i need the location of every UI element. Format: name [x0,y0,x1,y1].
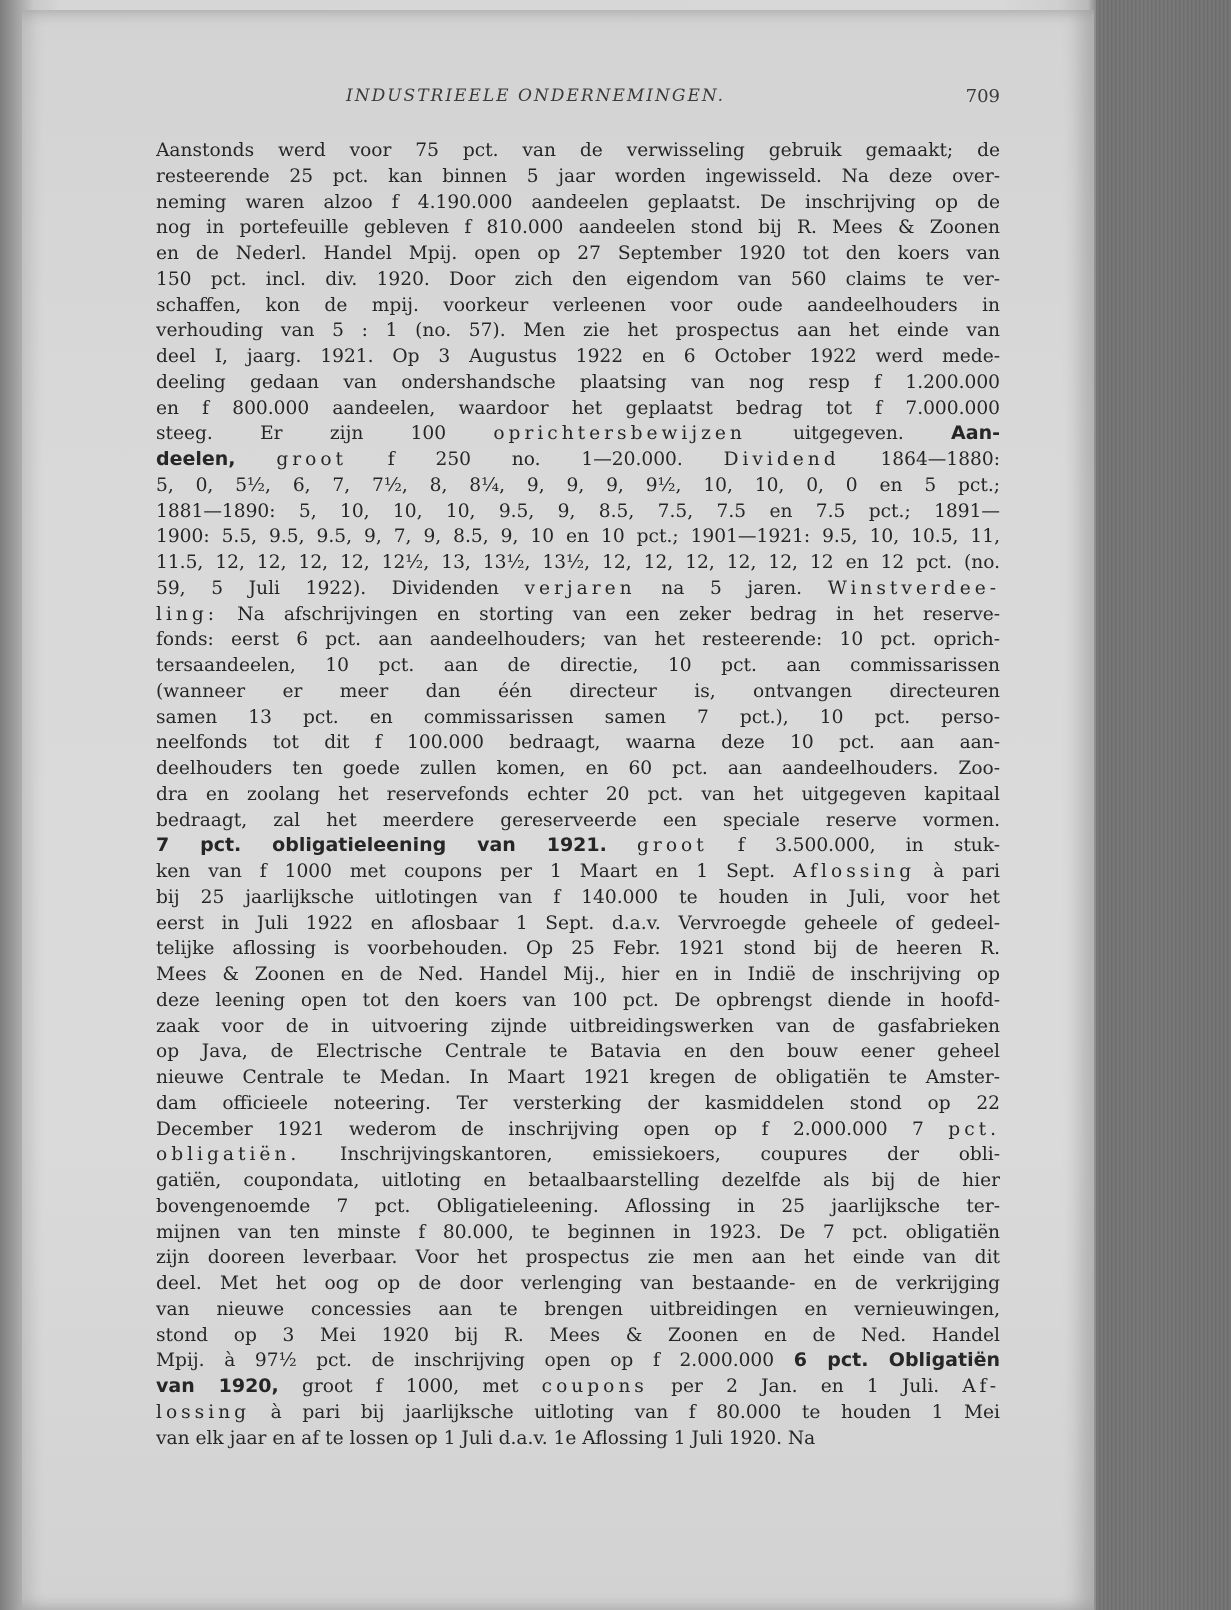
text-run: f 250 no. 1—20.000. [347,449,724,470]
bold-heading: Aan- [951,422,1000,445]
text-line [156,524,1000,550]
text-line [156,318,1000,344]
spaced-term: groot [637,835,708,857]
text-run: deel I, jaarg. 1921. Op 3 Augustus 1922 en 6 October 1922 werd mede- [156,346,1000,367]
text-run: Mees & Zoonen en de Ned. Handel Mij., hier en in Indië de inschrijving op [156,964,1000,985]
text-line [156,447,1000,473]
spaced-term: obligatiën. [156,1144,301,1166]
text-run: mijnen van ten minste f 80.000, te beginnen in 1923. De 7 pct. obligatiën [156,1221,1000,1243]
text-line [156,1271,1000,1297]
text-line [156,370,1000,396]
text-run: stond op 3 Mei 1920 bij R. Mees & Zoonen en de Ned. Handel [156,1324,1000,1346]
text-run: resteerende 25 pct. kan binnen 5 jaar worden ingewisseld. Na deze over- [156,165,1000,187]
text-line [156,627,1000,653]
text-run: December 1921 wederom de inschrijving open op f 2.000.000 7 [156,1118,949,1140]
text-line [156,859,1000,885]
text-run [236,449,277,470]
bold-heading: deelen, [156,448,236,470]
text-line [156,1014,1000,1040]
text-run: samen 13 pct. en commissarissen samen 7 pct.), 10 pct. perso- [156,706,1000,728]
text-line [156,215,1000,241]
text-run: dam officieele noteering. Ter versterking der kasmiddelen stond op 22 [156,1092,1000,1114]
text-line [156,885,1000,911]
text-line [156,808,1000,834]
text-line [156,344,1000,370]
spaced-term: Dividend [723,449,840,470]
text-line [156,1426,1000,1452]
text-line [156,499,1000,525]
text-line [156,1194,1000,1220]
text-line [156,988,1000,1014]
text-run: na 5 jaren. [635,577,828,599]
text-line [156,241,1000,267]
text-run: bij 25 jaarlijksche uitlotingen van f 140.000 te houden in Juli, voor het [156,886,1000,908]
book-page-edges [1096,0,1231,1610]
spaced-term: pct. [948,1118,1000,1140]
text-run: van nieuwe concessies aan te brengen uitbreidingen en vernieuwingen, [156,1298,1000,1320]
text-run: 150 pct. incl. div. 1920. Door zich den eigendom van 560 claims te ver- [156,268,1000,290]
text-run: dra en zoolang het reservefonds echter 20 pct. van het uitgegeven kapitaal [156,783,1000,805]
text-line [156,138,1000,164]
text-line [156,962,1000,988]
text-run: van elk jaar en af te lossen op 1 Juli d.a.v. 1e Aflossing 1 Juli 1920. Na [156,1427,816,1449]
text-line [156,1348,1000,1374]
text-line [156,1374,1000,1400]
text-run: à pari bij jaarlijksche uitloting van f 80.000 te houden 1 Mei [250,1401,1000,1423]
text-run: nieuwe Centrale te Medan. In Maart 1921 kregen de obligatiën te Amster- [156,1067,1000,1088]
text-run: Mpij. à 97½ pct. de inschrijving open op f 2.000.000 [156,1350,794,1372]
text-run: nog in portefeuille gebleven f 810.000 aandeelen stond bij R. Mees & Zoonen [156,217,1000,239]
text-run: 1900: 5.5, 9.5, 9.5, 9, 7, 9, 8.5, 9, 10 en 10 pct.; 1901—1921: 9.5, 10, 10.5, 11, [156,526,1000,548]
text-run: zaak voor de in uitvoering zijnde uitbreidingswerken van de gasfabrieken [156,1015,1000,1037]
text-run: 11.5, 12, 12, 12, 12, 12½, 13, 13½, 13½, 12, 12, 12, 12, 12, 12 en 12 pct. (no. [156,552,1000,573]
text-line [156,1117,1000,1143]
spaced-term: oprichtersbewijzen [493,423,746,445]
text-run: f 3.500.000, in stuk- [707,835,1000,857]
text-line [156,190,1000,216]
text-run: Na afschrijvingen en storting van een zeker bedrag in het reserve- [218,603,1000,625]
spaced-term: Winstverdee- [827,577,1000,599]
bold-heading: van 1920, [156,1375,279,1397]
text-run: groot f 1000, met [278,1376,542,1397]
spaced-term: groot [276,449,347,470]
text-line [156,396,1000,422]
text-run: fonds: eerst 6 pct. aan aandeelhouders; van het resteerende: 10 pct. oprich- [156,629,1000,651]
spaced-term: ling: [156,603,219,625]
text-line [156,1142,1000,1168]
text-run: telijke aflossing is voorbehouden. Op 25 Febr. 1921 stond bij de heeren R. [156,938,1000,960]
text-line [156,1400,1000,1426]
text-run: schaffen, kon de mpij. voorkeur verleenen voor oude aandeelhouders in [156,294,1000,316]
text-run: eerst in Juli 1922 en aflosbaar 1 Sept. d.a.v. Vervroegde geheele of gedeel- [156,912,1000,934]
text-line [156,550,1000,576]
text-line [156,267,1000,293]
text-run: uitgegeven. [745,423,952,445]
text-run: op Java, de Electrische Centrale te Batavia en den bouw eener geheel [156,1041,1000,1063]
text-run: verhouding van 5 : 1 (no. 57). Men zie het prospectus aan het einde van [156,320,1000,342]
text-run: bovengenoemde 7 pct. Obligatieleening. Aflossing in 25 jaarlijksche ter- [156,1195,1000,1217]
text-run: à pari [915,861,1000,882]
text-run: deel. Met het oog op de door verlenging van bestaande- en de verkrijging [156,1273,1000,1294]
text-line [156,730,1000,756]
text-run: zijn dooreen leverbaar. Voor het prospectus zie men aan het einde van dit [156,1247,1000,1269]
text-line [156,1065,1000,1091]
text-line [156,576,1000,602]
body-text [156,138,1000,1451]
text-run: per 2 Jan. en 1 Juli. [647,1376,963,1397]
text-run: en f 800.000 aandeelen, waardoor het geplaatst bedrag tot f 7.000.000 [156,397,1000,419]
text-run [607,835,637,856]
text-line [156,602,1000,628]
running-title: INDUSTRIEELE ONDERNEMINGEN. [346,86,726,106]
text-line [156,1091,1000,1117]
text-run: tersaandeelen, 10 pct. aan de directie, 10 pct. aan commissarissen [156,655,1000,676]
text-run: 1881—1890: 5, 10, 10, 10, 9.5, 9, 8.5, 7.5, 7.5 en 7.5 pct.; 1891— [156,500,1000,522]
text-line [156,782,1000,808]
text-line [156,1168,1000,1194]
text-line [156,1039,1000,1065]
text-run: deeling gedaan van ondershandsche plaatsing van nog resp f 1.200.000 [156,371,1000,393]
text-line [156,653,1000,679]
text-run: bedraagt, zal het meerdere gereserveerde een speciale reserve vormen. [156,809,1000,831]
text-line [156,473,1000,499]
spaced-term: Aflossing [793,861,916,882]
text-run: gatiën, coupondata, uitloting en betaalbaarstelling dezelfde als bij de hier [156,1170,1000,1191]
page-number: 709 [965,86,1000,107]
text-line [156,679,1000,705]
text-line [156,705,1000,731]
text-line [156,1323,1000,1349]
text-run: deelhouders ten goede zullen komen, en 60 pct. aan aandeelhouders. Zoo- [156,758,1000,779]
bold-heading: 7 pct. obligatieleening van 1921. [156,834,607,857]
text-line [156,936,1000,962]
spaced-term: lossing [156,1401,251,1423]
running-head [150,86,1000,116]
bold-heading: 6 pct. Obligatiën [793,1349,1000,1372]
text-line [156,1220,1000,1246]
text-line [156,756,1000,782]
text-run: Aanstonds werd voor 75 pct. van de verwisseling gebruik gemaakt; de [156,140,1000,161]
text-run: 59, 5 Juli 1922). Dividenden [156,577,525,599]
spaced-term: coupons [541,1376,648,1397]
text-line [156,1245,1000,1271]
text-run: en de Nederl. Handel Mpij. open op 27 September 1920 tot den koers van [156,243,1000,264]
text-line [156,293,1000,319]
text-line [156,1297,1000,1323]
text-run: neelfonds tot dit f 100.000 bedraagt, waarna deze 10 pct. aan aan- [156,732,1000,754]
text-run: deze leening open tot den koers van 100 pct. De opbrengst diende in hoofd- [156,989,1000,1011]
text-line [156,421,1000,447]
text-run: steeg. Er zijn 100 [156,423,494,445]
text-line [156,164,1000,190]
text-run: 5, 0, 5½, 6, 7, 7½, 8, 8¼, 9, 9, 9, 9½, 10, 10, 0, 0 en 5 pct.; [156,474,1000,496]
text-line [156,911,1000,937]
text-line [156,833,1000,859]
spaced-term: verjaren [524,577,636,599]
spaced-term: Af- [962,1376,1000,1397]
text-run: Inschrijvingskantoren, emissiekoers, coupures der obli- [300,1144,1000,1166]
text-run: ken van f 1000 met coupons per 1 Maart en 1 Sept. [156,861,794,882]
text-run: (wanneer er meer dan één directeur is, ontvangen directeuren [156,680,1000,702]
text-run: neming waren alzoo f 4.190.000 aandeelen geplaatst. De inschrijving op de [156,191,1000,213]
text-run: 1864—1880: [839,449,1000,470]
